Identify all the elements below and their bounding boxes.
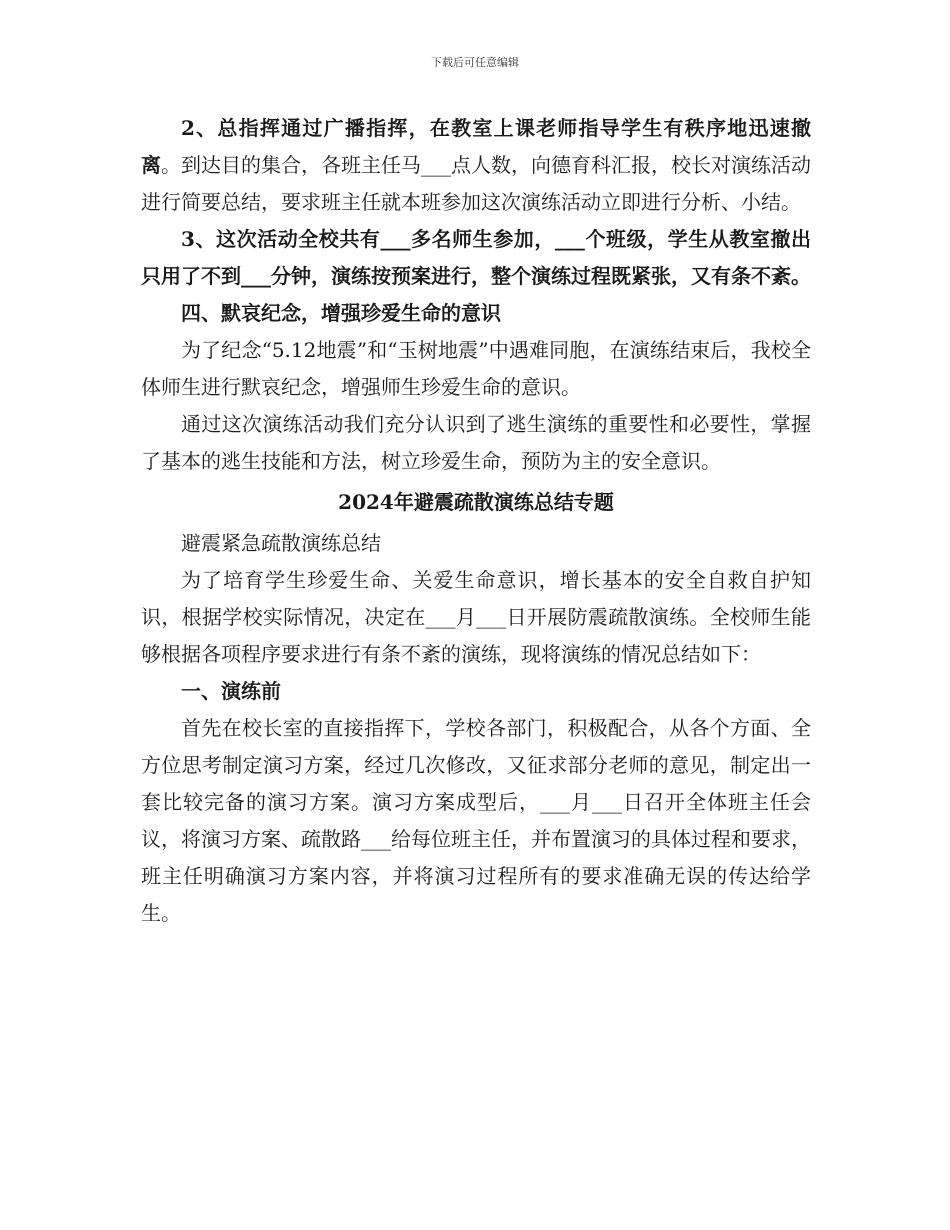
paragraph-summary-evacuation xyxy=(141,110,811,221)
paragraph-text: 。到达目的集合，各班主任马___点人数，向德育科汇报，校长对演练活动进行简要总结，要求班主任就本班参加这次演练活动立即进行分析、小结。 xyxy=(141,153,811,214)
paragraph-conclusion: 通过这次演练活动我们充分认识到了逃生演练的重要性和必要性，掌握了基本的逃生技能和方法，树立珍爱生命，预防为主的安全意识。 xyxy=(141,412,811,473)
document-body xyxy=(141,110,811,932)
paragraph-memorial: 为了纪念“5.12地震”和“玉树地震”中遇难同胞，在演练结束后，我校全体师生进行默哀纪念，增强师生珍爱生命的意识。 xyxy=(141,338,811,399)
paragraph-subtitle: 避震紧急疏散演练总结 xyxy=(181,531,381,555)
document-title: 2024年避震疏散演练总结专题 xyxy=(338,490,614,514)
header-note: 下载后可任意编辑 xyxy=(431,56,519,69)
section-heading-before-drill: 一、演练前 xyxy=(181,679,281,703)
paragraph-participants: 3、这次活动全校共有___多名师生参加，___个班级，学生从教室撤出只用了不到___分钟，演练按预案进行，整个演练过程既紧张，又有条不紊。 xyxy=(141,227,811,288)
section-heading-memorial: 四、默哀纪念，增强珍爱生命的意识 xyxy=(181,301,501,325)
paragraph-intro: 为了培育学生珍爱生命、关爱生命意识，增长基本的安全自救自护知识，根据学校实际情况，决定在___月___日开展防震疏散演练。全校师生能够根据各项程序要求进行有条不紊的演练，现将演练的情况总结如下： xyxy=(141,568,811,666)
paragraph-before-drill: 首先在校长室的直接指挥下，学校各部门，积极配合，从各个方面、全方位思考制定演习方案，经过几次修改，又征求部分老师的意见，制定出一套比较完备的演习方案。演习方案成型后，___月___日召开全体班主任会议，将演习方案、疏散路___给每位班主任，并布置演习的具体过程和要求，班主任明确演习方案内容，并将演习过程所有的要求准确无误的传达给学生。 xyxy=(141,716,811,925)
bold-lead: 2、总指挥通过广播指挥，在教室上课老师指导学生有秩序地迅速撤离 xyxy=(141,116,811,177)
